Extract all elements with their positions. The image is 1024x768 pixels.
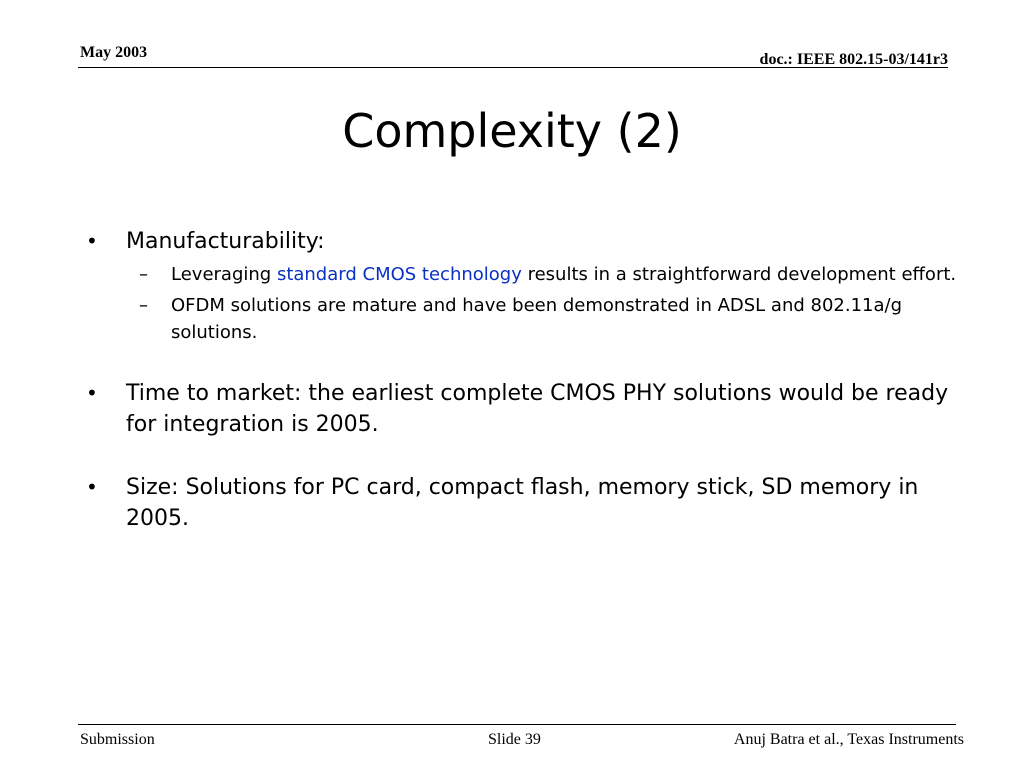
sub-bullet-dash-icon: – — [139, 295, 148, 316]
sub-bullet-highlight: standard CMOS technology — [276, 264, 522, 285]
sub-bullet-text-pre: Leveraging — [171, 264, 277, 285]
sub-bullet-cmos — [86, 261, 966, 288]
bullet-text: Size: Solutions for PC card, compact flash, memory stick, SD memory in 2005. — [126, 475, 919, 531]
sub-bullet-text-post: results in a straightforward development effort. — [521, 264, 957, 285]
header-date: May 2003 — [80, 44, 148, 61]
slide-content — [86, 226, 966, 534]
sub-bullet-text: OFDM solutions are mature and have been demonstrated in ADSL and 802.11a/g solutions. — [171, 295, 903, 343]
sub-bullet-dash-icon: – — [139, 264, 148, 285]
bullet-time-to-market — [86, 378, 966, 440]
header-divider — [78, 67, 948, 68]
bullet-text: Time to market: the earliest complete CMOS PHY solutions would be ready for integration is 2005. — [126, 381, 949, 437]
footer-author: Anuj Batra et al., Texas Instruments — [733, 731, 964, 748]
bullet-manufacturability — [86, 226, 966, 257]
bullet-dot-icon: • — [86, 381, 98, 405]
bullet-size — [86, 472, 966, 534]
slide-title: Complexity (2) — [342, 104, 682, 158]
footer-slide-number: Slide 39 — [488, 731, 541, 748]
bullet-text: Manufacturability: — [126, 229, 325, 254]
footer-divider — [78, 724, 956, 725]
bullet-dot-icon: • — [86, 229, 98, 253]
bullet-dot-icon: • — [86, 475, 98, 499]
header-doc-id: doc.: IEEE 802.15-03/141r3 — [759, 51, 948, 68]
footer-submission: Submission — [80, 731, 155, 748]
sub-bullet-ofdm — [86, 292, 966, 346]
